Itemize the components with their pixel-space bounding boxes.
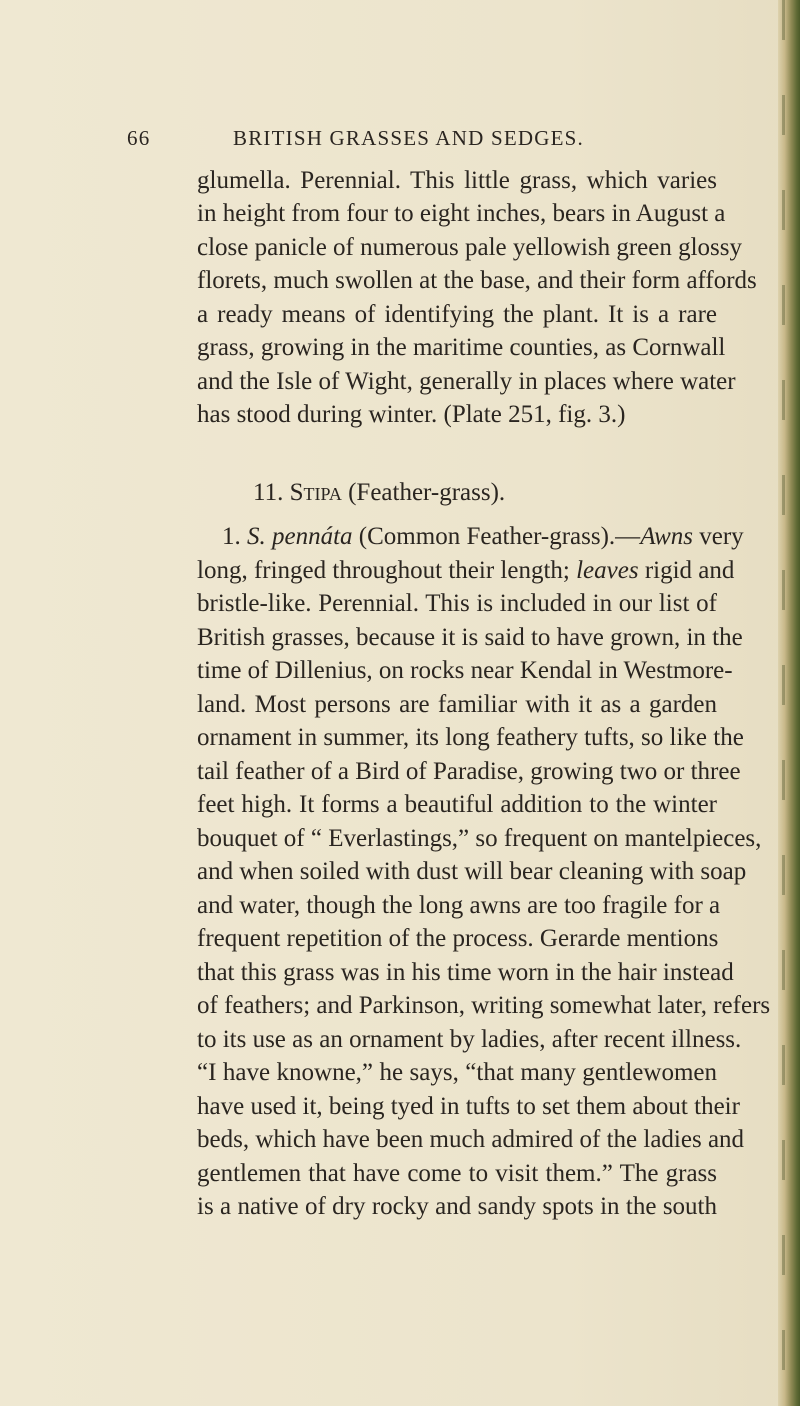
- text-line: feet high. It forms a beautiful addition to the winter: [197, 791, 717, 818]
- genus-common-name: (Feather-grass).: [348, 479, 506, 506]
- species-name: S. pennáta: [247, 523, 353, 550]
- species-line: [222, 520, 744, 554]
- species-number: 1.: [222, 523, 241, 550]
- species-common-name: (Common Feather-grass).—: [358, 523, 641, 550]
- species-line-2: [197, 554, 735, 588]
- text-line: have used it, being tyed in tufts to set them about their: [197, 1093, 740, 1120]
- text-line: glumella. Perennial. This little grass, which varies: [197, 167, 717, 194]
- awns-text: very: [692, 523, 744, 550]
- genus-name: Stipa: [289, 479, 342, 506]
- leaves-label: leaves: [576, 557, 639, 584]
- text-line: that this grass was in his time worn in the hair instead: [197, 959, 734, 986]
- text-line: beds, which have been much admired of the ladies and: [197, 1126, 745, 1153]
- species-text: rigid and: [638, 557, 735, 584]
- running-title: BRITISH GRASSES AND SEDGES.: [233, 126, 584, 150]
- text-line: florets, much swollen at the base, and their form affords: [197, 267, 757, 294]
- text-line: bouquet of “ Everlastings,” so frequent on mantelpieces,: [197, 825, 762, 852]
- text-line: time of Dillenius, on rocks near Kendal in Westmore-: [197, 657, 733, 684]
- section-heading: [253, 476, 505, 510]
- book-edge: [778, 0, 800, 1406]
- text-line: grass, growing in the maritime counties, as Cornwall: [197, 334, 726, 361]
- text-line: frequent repetition of the process. Gerarde mentions: [197, 925, 719, 952]
- awns-label: Awns: [640, 523, 693, 550]
- text-line: tail feather of a Bird of Paradise, growing two or three: [197, 758, 741, 785]
- section-number: 11.: [253, 479, 284, 506]
- text-line: a ready means of identifying the plant. It is a rare: [197, 301, 717, 328]
- text-line: land. Most persons are familiar with it as a garden: [197, 691, 717, 718]
- text-line: gentlemen that have come to visit them.” The grass: [197, 1160, 717, 1187]
- text-line: has stood during winter. (Plate 251, fig. 3.): [197, 401, 626, 428]
- text-line: is a native of dry rocky and sandy spots in the south: [197, 1193, 717, 1220]
- text-line: British grasses, because it is said to have grown, in the: [197, 624, 743, 651]
- text-line: of feathers; and Parkinson, writing somewhat later, refers: [197, 992, 771, 1019]
- text-line: close panicle of numerous pale yellowish green glossy: [197, 234, 742, 261]
- text-line: and water, though the long awns are too fragile for a: [197, 892, 721, 919]
- page-number: 66: [127, 126, 151, 150]
- species-text: long, fringed throughout their length;: [197, 557, 577, 584]
- text-line: “I have knowne,” he says, “that many gentlewomen: [197, 1059, 717, 1086]
- text-line: and when soiled with dust will bear cleaning with soap: [197, 858, 747, 885]
- text-line: to its use as an ornament by ladies, after recent illness.: [197, 1026, 742, 1053]
- text-line: bristle-like. Perennial. This is included in our list of: [197, 590, 717, 617]
- text-line: and the Isle of Wight, generally in places where water: [197, 368, 736, 395]
- text-line: in height from four to eight inches, bears in August a: [197, 200, 726, 227]
- text-line: ornament in summer, its long feathery tufts, so like the: [197, 724, 744, 751]
